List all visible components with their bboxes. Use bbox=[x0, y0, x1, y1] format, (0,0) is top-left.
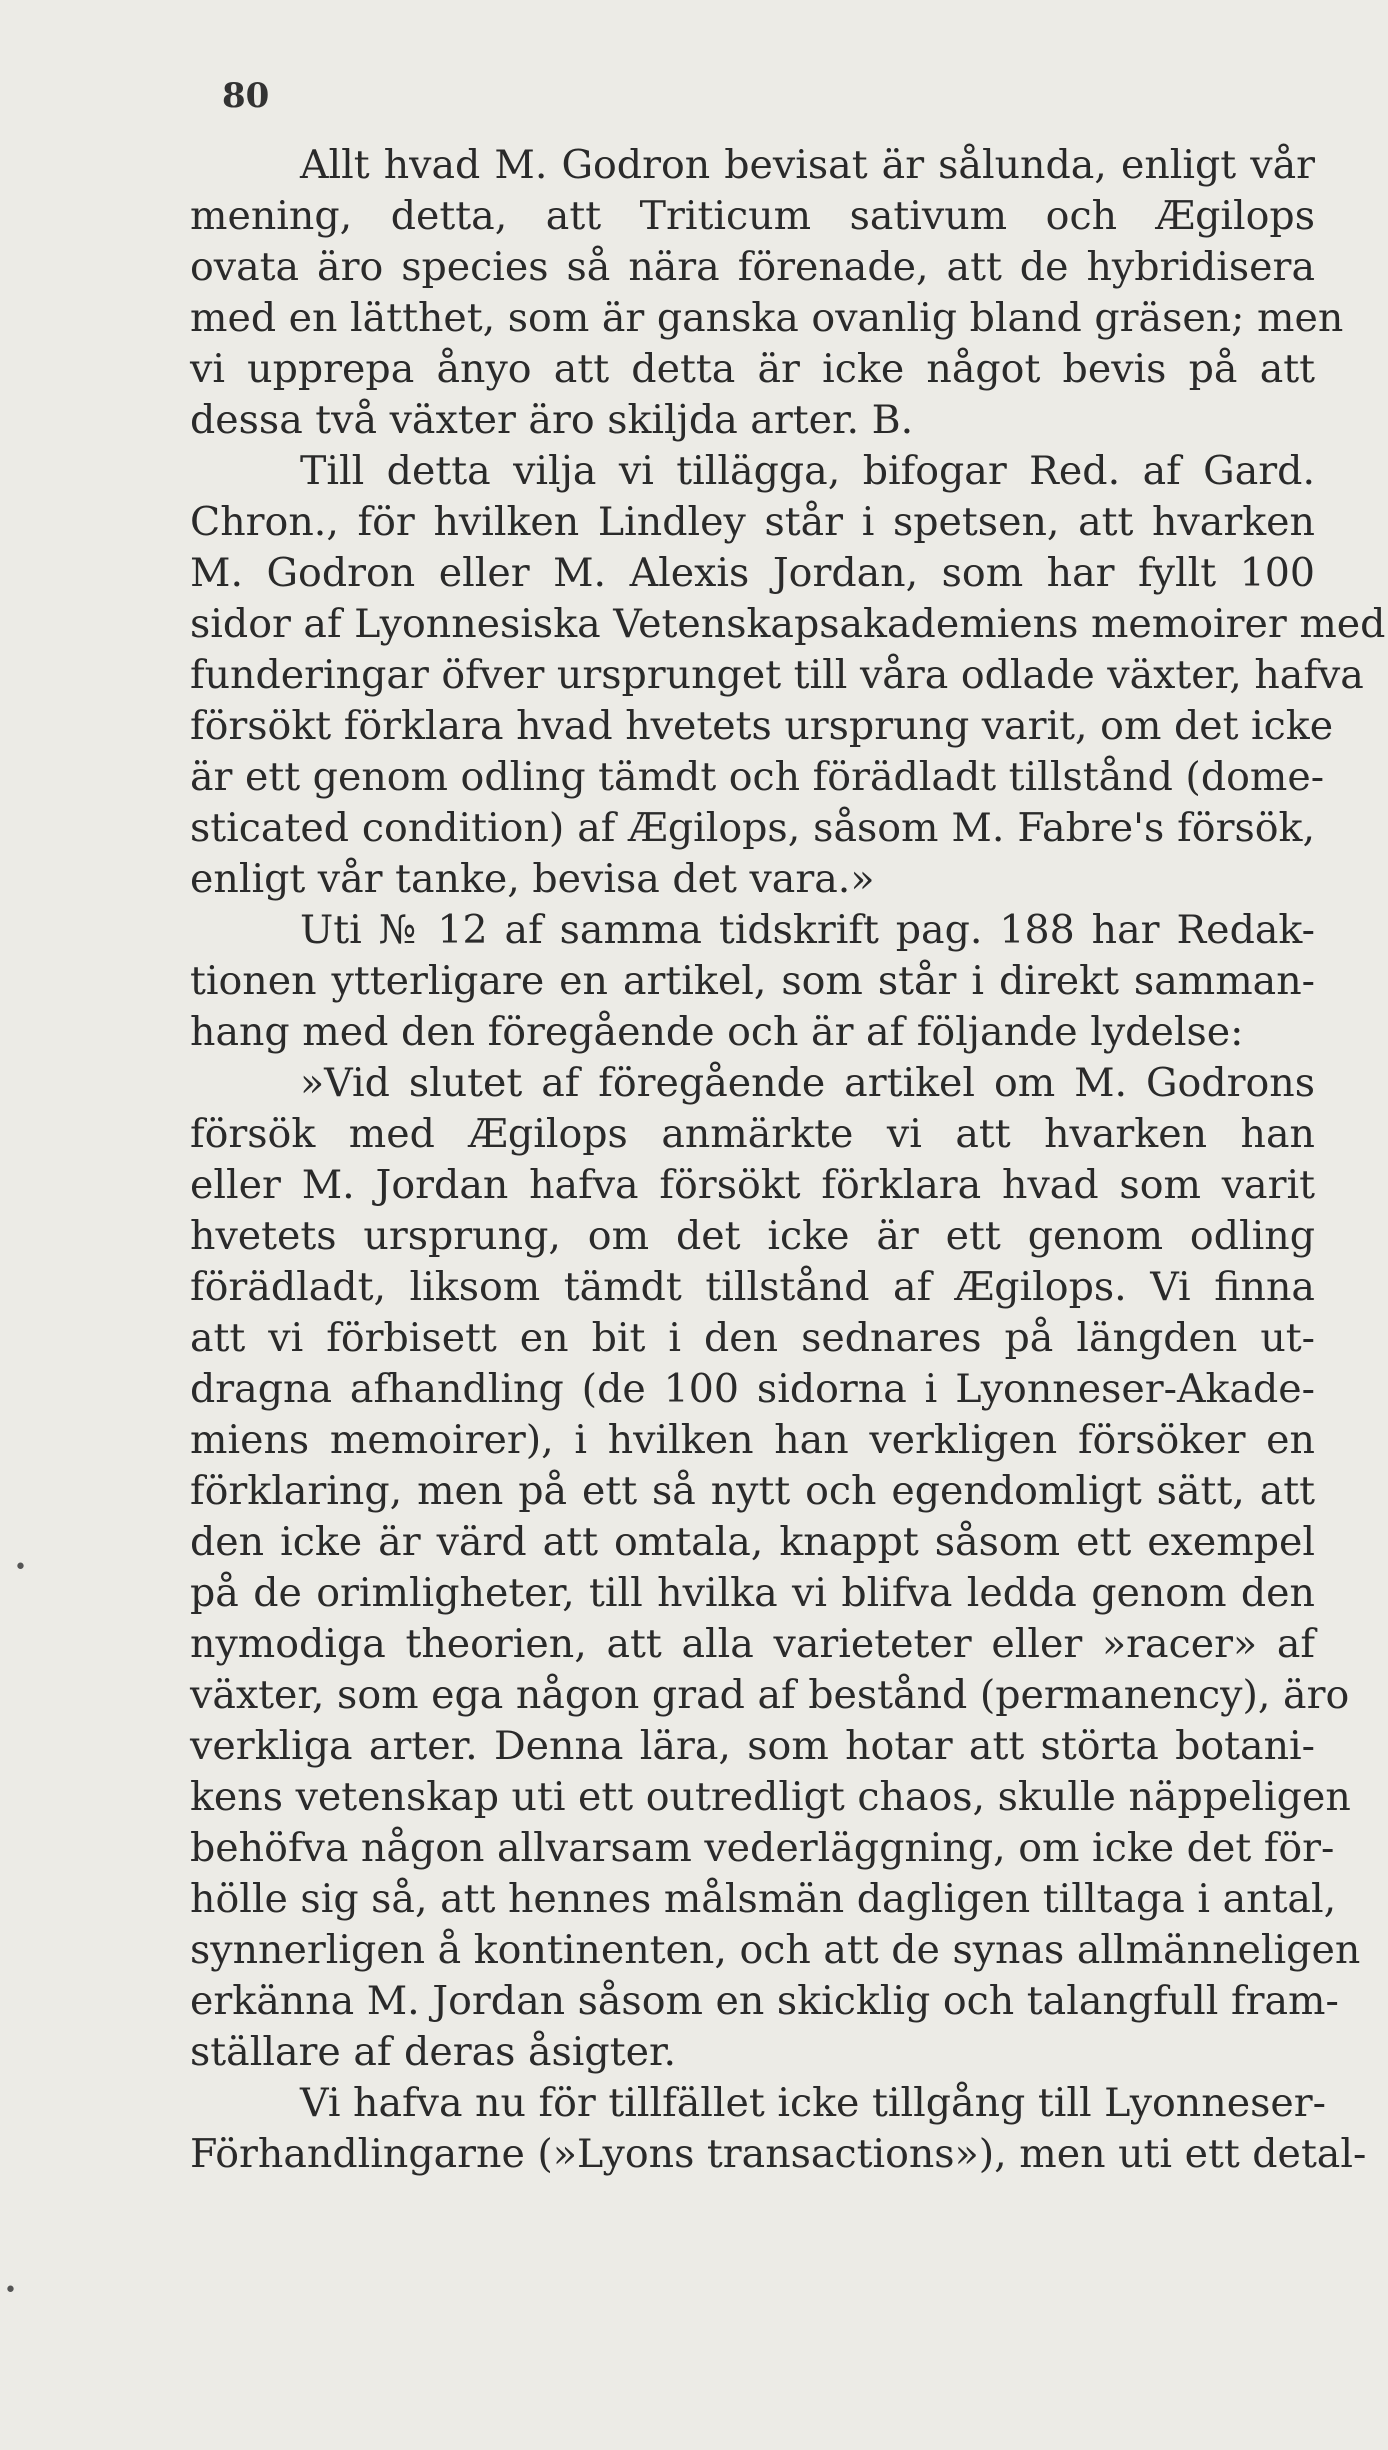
body-text bbox=[190, 140, 1386, 2180]
text-line: eller M. Jordan hafva försökt förklara hvad som varit bbox=[190, 1162, 1315, 1208]
text-line: växter, som ega någon grad af bestånd (permanency), äro bbox=[190, 1672, 1350, 1718]
text-line: ovata äro species så nära förenade, att de hybridisera bbox=[190, 244, 1315, 290]
text-line: hölle sig så, att hennes målsmän dagligen tilltaga i antal, bbox=[190, 1876, 1337, 1922]
text-line: enligt vår tanke, bevisa det vara.» bbox=[190, 856, 875, 902]
text-line: Chron., för hvilken Lindley står i spetsen, att hvarken bbox=[190, 499, 1315, 545]
text-line: synnerligen å kontinenten, och att de synas allmänneligen bbox=[190, 1927, 1361, 1973]
text-line: Förhandlingarne (»Lyons transactions»), men uti ett detal- bbox=[190, 2131, 1367, 2177]
text-line: försökt förklara hvad hvetets ursprung varit, om det icke bbox=[190, 703, 1334, 749]
text-line: Allt hvad M. Godron bevisat är sålunda, enligt vår bbox=[300, 142, 1315, 188]
text-line: funderingar öfver ursprunget till våra odlade växter, hafva bbox=[190, 652, 1364, 698]
text-line: förädladt, liksom tämdt tillstånd af Ægilops. Vi finna bbox=[190, 1264, 1315, 1310]
text-line: erkänna M. Jordan såsom en skicklig och talangfull fram- bbox=[190, 1978, 1339, 2024]
text-line: verkliga arter. Denna lära, som hotar att störta botani- bbox=[190, 1723, 1315, 1769]
text-line: hvetets ursprung, om det icke är ett genom odling bbox=[190, 1213, 1315, 1259]
text-line: Vi hafva nu för tillfället icke tillgång till Lyonneser- bbox=[300, 2080, 1326, 2126]
text-line: den icke är värd att omtala, knappt såsom ett exempel bbox=[190, 1519, 1315, 1565]
text-line: tionen ytterligare en artikel, som står i direkt samman- bbox=[190, 958, 1315, 1004]
text-line: Till detta vilja vi tillägga, bifogar Red. af Gard. bbox=[300, 448, 1315, 494]
text-line: förklaring, men på ett så nytt och egendomligt sätt, att bbox=[190, 1468, 1315, 1514]
text-line: M. Godron eller M. Alexis Jordan, som har fyllt 100 bbox=[190, 550, 1315, 596]
text-line: på de orimligheter, till hvilka vi blifva ledda genom den bbox=[190, 1570, 1315, 1616]
margin-mark: • bbox=[4, 2278, 17, 2303]
text-line: att vi förbisett en bit i den sednares på längden ut- bbox=[190, 1315, 1315, 1361]
text-line: miens memoirer), i hvilken han verkligen försöker en bbox=[190, 1417, 1315, 1463]
text-line: dragna afhandling (de 100 sidorna i Lyonneser-Akade- bbox=[190, 1366, 1315, 1412]
text-line: Uti № 12 af samma tidskrift pag. 188 har Redak- bbox=[300, 907, 1315, 953]
margin-mark: • bbox=[14, 1555, 27, 1580]
text-line: är ett genom odling tämdt och förädladt tillstånd (dome- bbox=[190, 754, 1325, 800]
text-line: behöfva någon allvarsam vederläggning, om icke det för- bbox=[190, 1825, 1335, 1871]
text-line: med en lätthet, som är ganska ovanlig bland gräsen; men bbox=[190, 295, 1344, 341]
page-number: 80 bbox=[222, 76, 270, 116]
text-line: dessa två växter äro skiljda arter. B. bbox=[190, 397, 914, 443]
text-line: ställare af deras åsigter. bbox=[190, 2029, 677, 2075]
text-line: sidor af Lyonnesiska Vetenskapsakademiens memoirer med bbox=[190, 601, 1386, 647]
text-line: vi upprepa ånyo att detta är icke något bevis på att bbox=[190, 346, 1315, 392]
text-line: hang med den föregående och är af följande lydelse: bbox=[190, 1009, 1244, 1055]
text-line: nymodiga theorien, att alla varieteter eller »racer» af bbox=[190, 1621, 1315, 1667]
text-line: försök med Ægilops anmärkte vi att hvarken han bbox=[190, 1111, 1315, 1157]
text-line: »Vid slutet af föregående artikel om M. Godrons bbox=[300, 1060, 1315, 1106]
text-line: mening, detta, att Triticum sativum och Ægilops bbox=[190, 193, 1315, 239]
text-line: kens vetenskap uti ett outredligt chaos, skulle näppeligen bbox=[190, 1774, 1351, 1820]
text-line: sticated condition) af Ægilops, såsom M. Fabre's försök, bbox=[190, 805, 1315, 851]
